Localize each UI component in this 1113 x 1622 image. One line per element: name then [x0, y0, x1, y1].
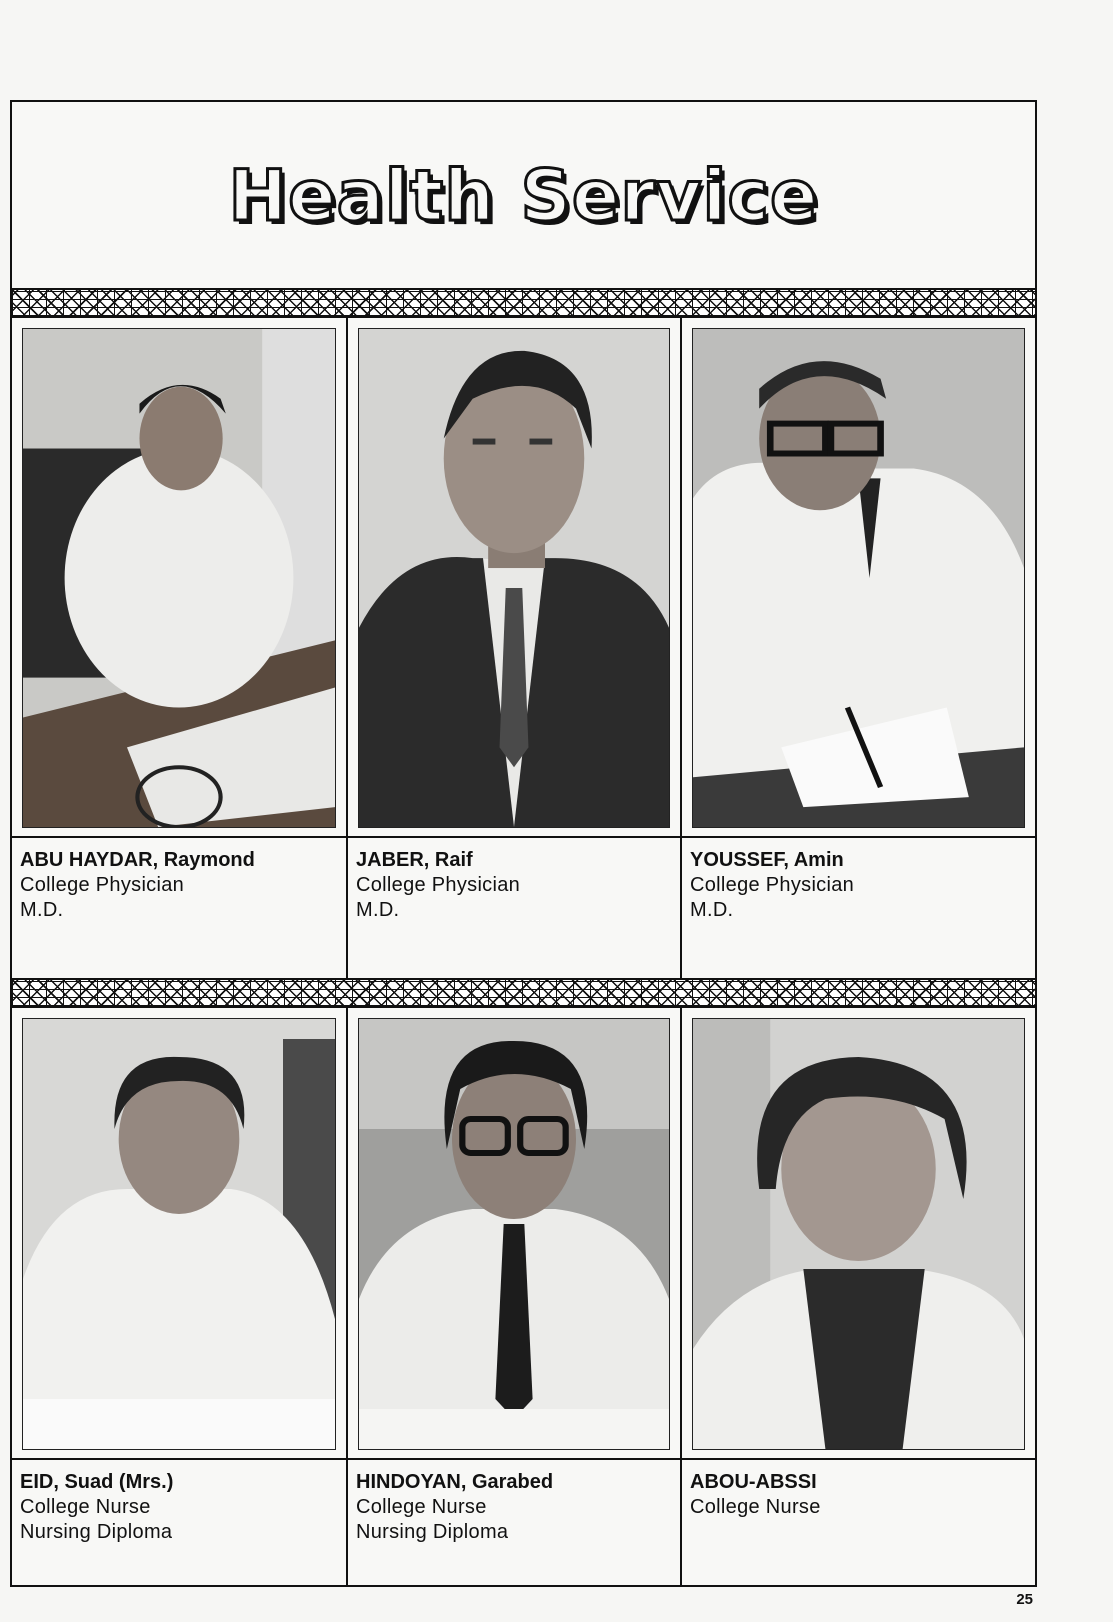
staff-name: JABER, Raif — [356, 849, 473, 871]
staff-credential: M.D. — [20, 899, 64, 921]
staff-position: College Physician — [20, 874, 185, 896]
page-number: 25 — [1016, 1591, 1033, 1608]
staff-position: College Nurse — [356, 1496, 487, 1518]
staff-position: College Nurse — [690, 1496, 821, 1518]
staff-caption — [348, 1458, 680, 1587]
staff-card — [348, 1008, 682, 1587]
staff-name: ABU HAYDAR, Raymond — [20, 849, 255, 871]
decorative-band-top — [12, 288, 1035, 318]
staff-card — [682, 1008, 1035, 1587]
portrait-photo — [692, 1018, 1025, 1450]
staff-name: ABOU-ABSSI — [690, 1471, 817, 1493]
staff-caption — [682, 836, 1035, 978]
staff-credential: Nursing Diploma — [356, 1521, 509, 1543]
page-frame — [10, 100, 1037, 1587]
staff-position: College Physician — [356, 874, 521, 896]
staff-credential: M.D. — [356, 899, 400, 921]
staff-caption — [348, 836, 680, 978]
staff-card — [348, 318, 682, 978]
portrait-photo — [692, 328, 1025, 828]
staff-caption — [12, 1458, 346, 1587]
staff-card — [12, 318, 348, 978]
staff-card — [682, 318, 1035, 978]
portrait-photo — [358, 1018, 670, 1450]
title-box — [12, 102, 1035, 290]
staff-caption — [12, 836, 346, 978]
staff-credential: M.D. — [690, 899, 734, 921]
portrait-photo — [22, 328, 336, 828]
portrait-photo — [22, 1018, 336, 1450]
staff-row-1 — [12, 318, 1035, 978]
staff-position: College Physician — [690, 874, 855, 896]
staff-name: EID, Suad (Mrs.) — [20, 1471, 174, 1493]
staff-row-2 — [12, 1008, 1035, 1587]
staff-name: YOUSSEF, Amin — [690, 849, 844, 871]
portrait-photo — [358, 328, 670, 828]
decorative-band-middle — [12, 978, 1035, 1008]
staff-position: College Nurse — [20, 1496, 151, 1518]
staff-credential: Nursing Diploma — [20, 1521, 173, 1543]
staff-name: HINDOYAN, Garabed — [356, 1471, 554, 1493]
page-title: Health Service — [228, 155, 819, 237]
staff-card — [12, 1008, 348, 1587]
staff-caption — [682, 1458, 1035, 1587]
